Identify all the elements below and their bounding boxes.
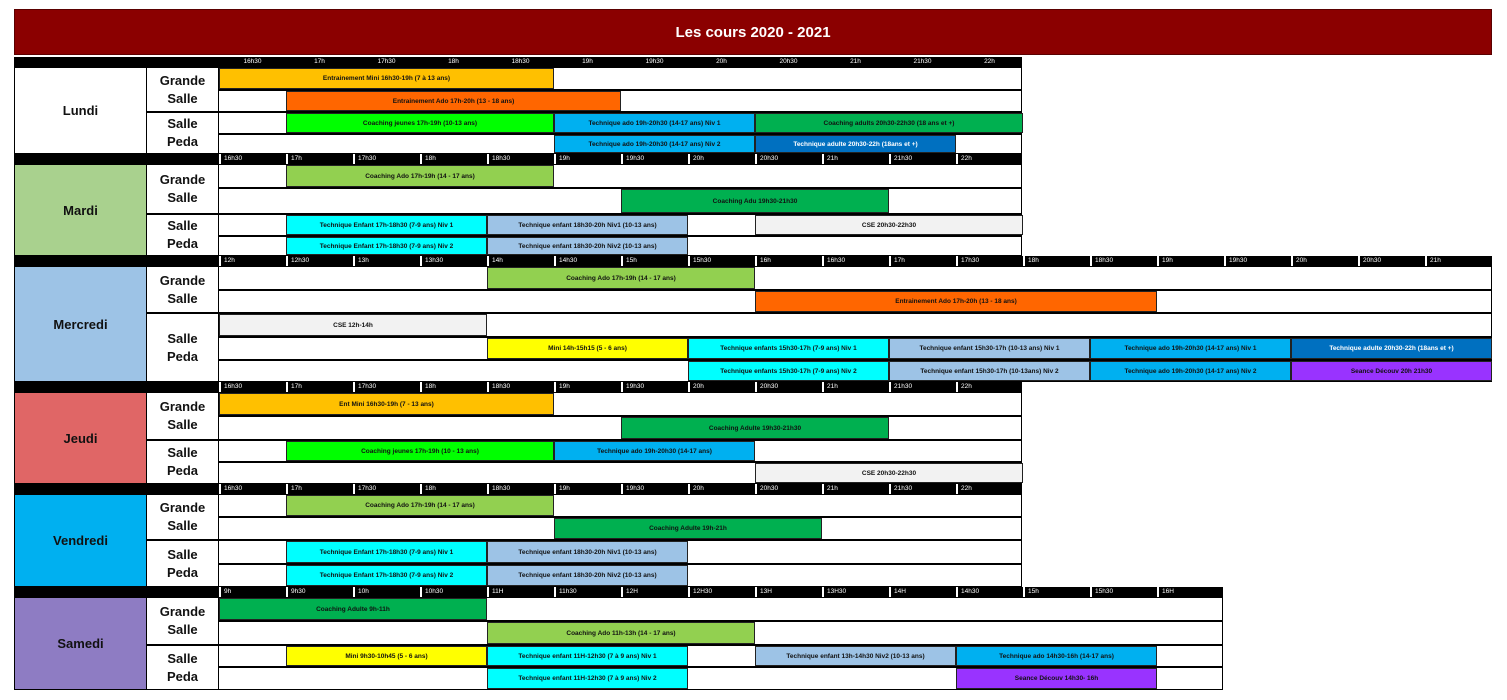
- time-tick: 20h30: [1358, 256, 1425, 266]
- time-tick: 14h30: [554, 256, 621, 266]
- course-block[interactable]: Entrainement Ado 17h-20h (13 - 18 ans): [286, 91, 621, 111]
- course-block[interactable]: Technique enfant 11H-12h30 (7 à 9 ans) Niv 2: [487, 668, 688, 689]
- room-salle-line: Salle: [167, 218, 198, 233]
- room-peda-line: Peda: [166, 564, 199, 580]
- time-tick: 12H30: [688, 587, 755, 597]
- time-tick: 21h30: [889, 484, 956, 494]
- room-label-salle-peda: [147, 112, 219, 154]
- course-block[interactable]: Seance Découv 14h30- 16h: [956, 668, 1157, 689]
- time-tick: 17h: [286, 382, 353, 392]
- time-tick: 22h: [956, 154, 1023, 164]
- course-block[interactable]: Technique Enfant 17h-18h30 (7-9 ans) Niv 1: [286, 541, 487, 563]
- time-tick: 16h30: [822, 256, 889, 266]
- course-block[interactable]: Technique ado 19h-20h30 (14-17 ans): [554, 441, 755, 461]
- time-tick: 12H: [621, 587, 688, 597]
- time-tick: 9h30: [286, 587, 353, 597]
- time-tick: 19h30: [645, 58, 664, 65]
- day-label: Mardi: [14, 164, 147, 256]
- time-tick: 18h30: [487, 382, 554, 392]
- room-salle-line: Salle: [167, 622, 198, 637]
- room-salle-line: Salle: [167, 445, 198, 460]
- time-tick: 19h: [1157, 256, 1224, 266]
- time-tick: 16h30: [243, 58, 262, 65]
- time-tick: 22h: [956, 484, 1023, 494]
- time-tick: 20h: [688, 484, 755, 494]
- course-block[interactable]: Technique ado 19h-20h30 (14-17 ans) Niv 2: [554, 135, 755, 153]
- room-salle-line: Salle: [167, 518, 198, 533]
- time-tick: 15h30: [688, 256, 755, 266]
- course-block[interactable]: Technique enfant 15h30-17h (10-13ans) Niv 2: [889, 361, 1090, 381]
- room-salle-line: Salle: [167, 330, 198, 346]
- course-block[interactable]: Technique Enfant 17h-18h30 (7-9 ans) Niv 1: [286, 215, 487, 235]
- room-grande-line: Grande: [159, 399, 206, 414]
- room-label-grande-salle: [147, 597, 219, 645]
- room-peda-line: Peda: [166, 668, 199, 684]
- time-tick: 20h: [1291, 256, 1358, 266]
- course-block[interactable]: Mini 9h30-10h45 (5 - 6 ans): [286, 646, 487, 666]
- day-label: Vendredi: [14, 494, 147, 587]
- course-block[interactable]: Technique ado 19h-20h30 (14-17 ans) Niv 1: [554, 113, 755, 133]
- course-block[interactable]: Technique Enfant 17h-18h30 (7-9 ans) Niv 2: [286, 565, 487, 586]
- room-label-salle-peda: [147, 540, 219, 587]
- course-block[interactable]: Technique enfant 18h30-20h Niv2 (10-13 ans): [487, 237, 688, 255]
- time-tick: 16h30: [219, 382, 286, 392]
- time-tick: 16H: [1157, 587, 1224, 597]
- course-block[interactable]: Technique ado 14h30-16h (14-17 ans): [956, 646, 1157, 666]
- time-tick: 15h30: [1090, 587, 1157, 597]
- time-tick: 17h: [286, 484, 353, 494]
- course-block[interactable]: Coaching jeunes 17h-19h (10-13 ans): [286, 113, 554, 133]
- course-block[interactable]: Seance Découv 20h 21h30: [1291, 361, 1492, 381]
- time-tick: 21h: [1425, 256, 1492, 266]
- time-header-bar: [14, 587, 1223, 597]
- course-block[interactable]: Technique ado 19h-20h30 (14-17 ans) Niv 1: [1090, 338, 1291, 359]
- time-tick: 18h: [1023, 256, 1090, 266]
- time-tick: 13H30: [822, 587, 889, 597]
- room-salle-line: Salle: [167, 116, 198, 131]
- course-block[interactable]: Technique enfant 15h30-17h (10-13 ans) Niv 1: [889, 338, 1090, 359]
- day-label: Mercredi: [14, 266, 147, 382]
- time-tick: 18h30: [1090, 256, 1157, 266]
- time-tick: 10h: [353, 587, 420, 597]
- schedule-lane: [219, 266, 1492, 290]
- course-block[interactable]: Technique enfant 11H-12h30 (7 à 9 ans) Niv 1: [487, 646, 688, 666]
- room-grande-line: Grande: [159, 500, 206, 515]
- time-tick: 18h30: [511, 58, 530, 65]
- time-tick: 14H: [889, 587, 956, 597]
- time-header-bar: [14, 484, 1022, 494]
- course-block[interactable]: Coaching adults 20h30-22h30 (18 ans et +): [755, 113, 1023, 133]
- room-salle-line: Salle: [167, 650, 198, 666]
- time-header-bar: [14, 57, 1022, 67]
- time-tick: 17h30: [377, 58, 396, 65]
- time-header-bar: [14, 256, 1492, 266]
- time-tick: 20h: [688, 154, 755, 164]
- time-tick: 16h: [755, 256, 822, 266]
- course-block[interactable]: Coaching Ado 17h-19h (14 - 17 ans): [286, 165, 554, 187]
- course-block[interactable]: Entrainement Ado 17h-20h (13 - 18 ans): [755, 291, 1157, 312]
- time-tick: 22h: [984, 58, 995, 65]
- time-tick: 21h: [822, 154, 889, 164]
- course-block[interactable]: Coaching jeunes 17h-19h (10 - 13 ans): [286, 441, 554, 461]
- time-tick: 9h: [219, 587, 286, 597]
- course-block[interactable]: Technique adulte 20h30-22h (18ans et +): [1291, 338, 1492, 359]
- course-block[interactable]: Technique Enfant 17h-18h30 (7-9 ans) Niv 2: [286, 237, 487, 255]
- course-block[interactable]: CSE 20h30-22h30: [755, 463, 1023, 483]
- time-tick: 16h30: [219, 484, 286, 494]
- course-block[interactable]: Coaching Adulte 19h30-21h30: [621, 417, 889, 439]
- time-tick: 17h30: [353, 154, 420, 164]
- room-grande-line: Grande: [159, 72, 206, 88]
- room-grande-line: Grande: [159, 172, 206, 187]
- time-tick: 19h30: [621, 382, 688, 392]
- time-header-bar: [14, 154, 1022, 164]
- course-block[interactable]: Technique enfant 18h30-20h Niv1 (10-13 ans): [487, 215, 688, 235]
- time-tick: 17h30: [353, 484, 420, 494]
- time-tick: 15h: [621, 256, 688, 266]
- day-label: Jeudi: [14, 392, 147, 484]
- time-tick: 20h30: [755, 382, 822, 392]
- time-tick: 21h: [822, 484, 889, 494]
- time-tick: 21h30: [889, 154, 956, 164]
- time-tick: 18h: [420, 484, 487, 494]
- room-salle-line: Salle: [167, 190, 198, 205]
- time-tick: 17h: [314, 58, 325, 65]
- room-salle-line: Salle: [167, 417, 198, 432]
- course-block[interactable]: Coaching Ado 17h-19h (14 - 17 ans): [286, 495, 554, 516]
- time-tick: 13H: [755, 587, 822, 597]
- room-label-salle-peda: [147, 214, 219, 256]
- room-label-grande-salle: [147, 392, 219, 440]
- time-tick: 15h: [1023, 587, 1090, 597]
- room-label-grande-salle: [147, 164, 219, 214]
- course-block[interactable]: Technique enfants 15h30-17h (7-9 ans) Niv 2: [688, 361, 889, 381]
- course-block[interactable]: CSE 20h30-22h30: [755, 215, 1023, 235]
- course-block[interactable]: Mini 14h-15h15 (5 - 6 ans): [487, 338, 688, 359]
- time-tick: 20h30: [779, 58, 798, 65]
- course-block[interactable]: Technique enfant 18h30-20h Niv2 (10-13 ans): [487, 565, 688, 586]
- time-tick: 17h: [889, 256, 956, 266]
- room-salle-line: Salle: [167, 90, 198, 106]
- time-tick: 17h: [286, 154, 353, 164]
- course-block[interactable]: Coaching Ado 17h-19h (14 - 17 ans): [487, 267, 755, 289]
- time-tick: 20h: [688, 382, 755, 392]
- time-tick: 21h30: [913, 58, 932, 65]
- time-tick: 21h: [850, 58, 861, 65]
- time-tick: 21h: [822, 382, 889, 392]
- course-block[interactable]: Coaching Adulte 9h-11h: [219, 598, 487, 620]
- time-tick: 18h: [420, 154, 487, 164]
- course-block[interactable]: Coaching Adulte 19h-21h: [554, 518, 822, 539]
- time-tick: 14h30: [956, 587, 1023, 597]
- room-grande-line: Grande: [159, 604, 206, 619]
- course-block[interactable]: Technique adulte 20h30-22h (18ans et +): [755, 135, 956, 153]
- time-tick: 17h30: [353, 382, 420, 392]
- room-grande-line: Grande: [159, 272, 206, 288]
- room-peda-line: Peda: [166, 463, 199, 478]
- time-tick: 12h: [219, 256, 286, 266]
- time-tick: 18h30: [487, 484, 554, 494]
- time-tick: 20h30: [755, 154, 822, 164]
- time-tick: 19h: [554, 484, 621, 494]
- room-label-salle-peda: [147, 440, 219, 484]
- course-block[interactable]: Ent Mini 16h30-19h (7 - 13 ans): [219, 393, 554, 415]
- time-tick: 19h: [554, 154, 621, 164]
- course-block[interactable]: Technique enfants 15h30-17h (7-9 ans) Niv 1: [688, 338, 889, 359]
- time-tick: 19h30: [621, 484, 688, 494]
- room-peda-line: Peda: [166, 348, 199, 364]
- page-title: Les cours 2020 - 2021: [14, 9, 1492, 55]
- time-tick: 11H: [487, 587, 554, 597]
- time-tick: 10h30: [420, 587, 487, 597]
- time-tick: 22h: [956, 382, 1023, 392]
- course-block[interactable]: CSE 12h-14h: [219, 314, 487, 336]
- time-tick: 21h30: [889, 382, 956, 392]
- time-tick: 18h: [420, 382, 487, 392]
- time-tick: 20h: [716, 58, 727, 65]
- room-peda-line: Peda: [166, 134, 199, 149]
- day-label: Samedi: [14, 597, 147, 690]
- course-block[interactable]: Coaching Ado 11h-13h (14 - 17 ans): [487, 622, 755, 644]
- time-tick: 20h30: [755, 484, 822, 494]
- course-block[interactable]: Technique enfant 13h-14h30 Niv2 (10-13 ans): [755, 646, 956, 666]
- time-tick: 13h30: [420, 256, 487, 266]
- time-tick: 18h: [448, 58, 459, 65]
- time-header-bar: [14, 382, 1022, 392]
- room-salle-line: Salle: [167, 546, 198, 562]
- room-label-grande-salle: [147, 266, 219, 313]
- room-label-salle-peda: [147, 645, 219, 690]
- room-label-grande-salle: [147, 67, 219, 112]
- course-block[interactable]: Technique enfant 18h30-20h Niv1 (10-13 ans): [487, 541, 688, 563]
- time-tick: 13h: [353, 256, 420, 266]
- room-peda-line: Peda: [166, 236, 199, 251]
- time-tick: 11h30: [554, 587, 621, 597]
- time-tick: 16h30: [219, 154, 286, 164]
- room-label-grande-salle: [147, 494, 219, 540]
- room-salle-line: Salle: [167, 290, 198, 306]
- time-tick: 19h30: [621, 154, 688, 164]
- day-label: Lundi: [14, 67, 147, 154]
- time-tick: 17h30: [956, 256, 1023, 266]
- course-block[interactable]: Entrainement Mini 16h30-19h (7 à 13 ans): [219, 68, 554, 89]
- course-block[interactable]: Coaching Adu 19h30-21h30: [621, 189, 889, 213]
- time-tick: 19h30: [1224, 256, 1291, 266]
- time-tick: 19h: [582, 58, 593, 65]
- time-tick: 19h: [554, 382, 621, 392]
- time-tick: 18h30: [487, 154, 554, 164]
- time-tick: 12h30: [286, 256, 353, 266]
- course-block[interactable]: Technique ado 19h-20h30 (14-17 ans) Niv 2: [1090, 361, 1291, 381]
- room-label-salle-peda: [147, 313, 219, 382]
- time-tick: 14h: [487, 256, 554, 266]
